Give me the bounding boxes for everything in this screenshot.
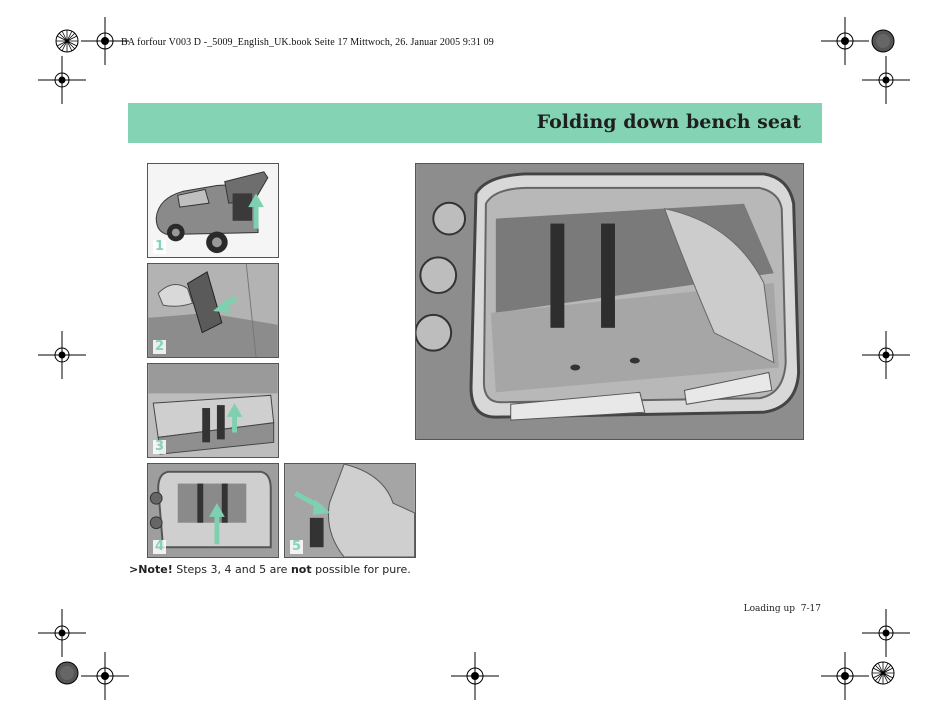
step-2-illustration — [147, 263, 279, 358]
main-illustration — [415, 163, 804, 440]
crop-mark-top-left-icon — [81, 17, 129, 65]
registration-dial-top-right-icon — [871, 29, 895, 53]
note-body-start: Steps 3, 4 and 5 are — [172, 563, 291, 576]
crop-mark-right-upper-icon — [862, 56, 910, 104]
note-prefix: >Note! — [129, 563, 173, 576]
crop-mark-bottom-right-icon — [821, 652, 869, 700]
crop-mark-bottom-center-icon — [451, 652, 499, 700]
seat-cushion-lift-icon — [148, 364, 278, 457]
print-header: BA forfour V003 D -_5009_English_UK.book Seite 17 Mittwoch, 26. Januar 2005 9:31 09 — [121, 37, 494, 48]
registration-dial-top-left-icon — [55, 29, 79, 53]
note-body-end: possible for pure. — [311, 563, 411, 576]
step-number: 2 — [155, 339, 165, 354]
step-4-illustration — [147, 463, 279, 558]
crop-mark-bottom-left-icon — [81, 652, 129, 700]
page-title: Folding down bench seat — [536, 111, 801, 133]
step-1-illustration — [147, 163, 279, 258]
crop-mark-left-lower-icon — [38, 609, 86, 657]
note-emphasis: not — [290, 563, 312, 576]
footer-section: Loading up — [743, 604, 796, 614]
crop-mark-left-upper-icon — [38, 56, 86, 104]
step-number: 1 — [155, 239, 165, 254]
car-tailgate-open-icon — [148, 164, 278, 257]
note-text — [129, 563, 411, 576]
folded-bench-cargo-area-icon — [416, 164, 803, 439]
footer-page-number: 7-17 — [800, 604, 821, 614]
step-number: 4 — [155, 539, 165, 554]
crop-mark-left-middle-icon — [38, 331, 86, 379]
step-3-illustration — [147, 363, 279, 458]
seat-release-lever-icon — [148, 264, 278, 357]
step-5-illustration — [284, 463, 416, 558]
registration-dial-bottom-right-icon — [871, 661, 895, 685]
title-bar — [128, 103, 822, 143]
page-footer — [744, 604, 821, 614]
registration-dial-bottom-left-icon — [55, 661, 79, 685]
step-number: 3 — [155, 439, 165, 454]
headrest-release-icon — [285, 464, 415, 557]
crop-mark-right-lower-icon — [862, 609, 910, 657]
step-number: 5 — [292, 539, 302, 554]
crop-mark-right-middle-icon — [862, 331, 910, 379]
backrest-fold-icon — [148, 464, 278, 557]
